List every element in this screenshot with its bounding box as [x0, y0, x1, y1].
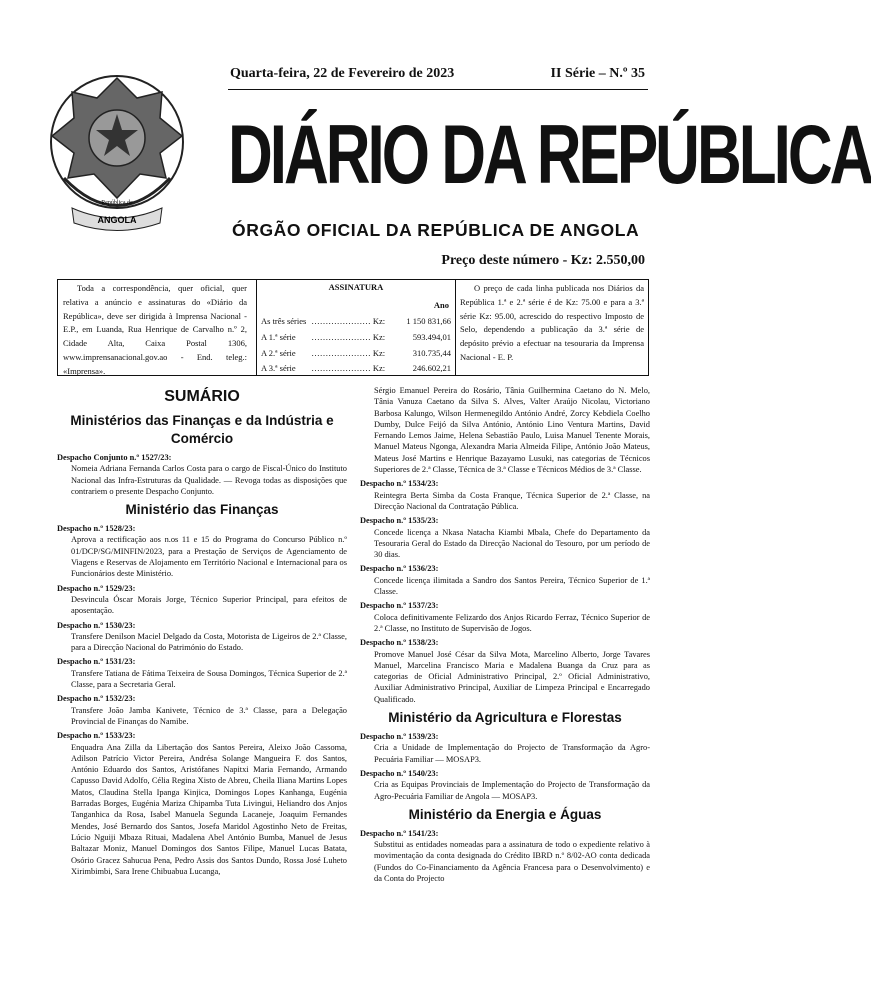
summary-right-column	[360, 385, 650, 884]
dispatch-heading: Despacho n.º 1532/23:	[57, 694, 136, 704]
dispatch-heading: Despacho n.º 1533/23:	[57, 731, 136, 741]
correspondence-note: Toda a correspondência, quer oficial, quer relativa a anúncio e assinaturas do «Diário da República», deve ser dirigida à Imprensa Nacional - E.P., em Luanda, Rua Henrique de Carvalho n.º 2, Cidade Alta, Caixa Postal 1306, www.imprensanacional.gov.ao - End. teleg.: «Imprensa».	[63, 283, 247, 376]
dispatch-heading: Despacho n.º 1536/23:	[360, 564, 439, 574]
subscription-row-leader: ………………… Kz:	[311, 316, 386, 326]
subscription-title: ASSINATURA	[328, 282, 384, 292]
dispatch-body: Desvincula Óscar Morais Jorge, Técnico Superior Principal, para efeitos de aposentação.	[71, 594, 347, 616]
header-rule	[228, 89, 648, 90]
dispatch-heading: Despacho n.º 1529/23:	[57, 583, 136, 593]
section-heading: Ministério da Agricultura e Florestas	[388, 710, 622, 726]
masthead-subtitle: ÓRGÃO OFICIAL DA REPÚBLICA DE ANGOLA	[232, 220, 640, 240]
dispatch-heading: Despacho n.º 1531/23:	[57, 657, 136, 667]
subscription-row-value: 246.602,21	[412, 363, 451, 373]
dispatch-heading: Despacho n.º 1537/23:	[360, 601, 439, 611]
subscription-row-leader: ………………… Kz:	[311, 332, 386, 342]
dispatch-body: Cria a Unidade de Implementação do Projecto de Transformação da Agro-Pecuária Familiar — MOSAP3.	[374, 743, 650, 764]
summary-left-column	[57, 408, 347, 877]
dispatch-heading: Despacho n.º 1541/23:	[360, 828, 439, 838]
subscription-year-label: Ano	[433, 300, 449, 310]
subscription-row-label: As três séries	[261, 316, 307, 326]
subscription-row-value: 310.735,44	[412, 348, 451, 358]
section-heading: Ministério da Energia e Águas	[408, 806, 602, 822]
subscription-row	[261, 316, 451, 326]
dispatch-body: Transfere João Jamba Kanivete, Técnico de 3.ª Classe, para a Delegação Provincial de Finanças do Namibe.	[71, 705, 347, 726]
angola-emblem	[42, 58, 192, 240]
subscription-row-value: 593.494,01	[412, 332, 451, 342]
dispatch-body: Enquadra Ana Zilla da Libertação dos Santos Pereira, Aleixo João Cassoma, Adilson Patrício Victor Pereira, Andrésa Solange Mangueira F. dos Santos, António Eduardo dos Santos, Aristófanes Napitxi Maria Fernando, Armando Capusso David Adolfo, Célia Regina Xisto de Abreu, Cheila Iliana Martins Lopes Matos, Claudina Stella Ipanga Kinjica, Domingos Lopes Kanhanga, Eugénia Barradas Borges, Eugénia Mariza Chipamba Tuta Livingui, Heliandro dos Anjos Tanganhica da Rosa, Isabel Manuela Segunda Lacaneje, Joaquim Fernandes Mendes, José Bernardo dos Santos, Josefa Maridol Agostinho Neto de Freitas, Lúcio Nguiji Mbaza Rituai, Madalena Abel António Bumba, Manuel de Jesus Baltazar Moniz, Manuel Domingos dos Santos Filipe, Manuel Lucas Batata, Osório Gracez Sahucua Pena, Pedro Assis dos Santos Dundo, Rossa José Luheto Xirimbimbi, Sara Irene Chibuabua Lucanga,	[71, 742, 347, 876]
dispatch-body: Reintegra Berta Simba da Costa Franque, Técnica Superior de 2.ª Classe, na Direcção Nacional da Contratação Pública.	[374, 490, 650, 511]
subscription-row	[261, 332, 451, 342]
subscription-row-label: A 3.ª série	[261, 363, 296, 373]
emblem-caption: República de	[101, 200, 133, 206]
subscription-row-value: 1 150 831,66	[406, 316, 451, 326]
dispatch-body: Concede licença ilimitada a Sandro dos Santos Pereira, Técnico Superior de 1.ª Classe.	[374, 575, 650, 597]
section-heading: Ministério das Finanças	[125, 502, 279, 518]
dispatch-body: Transfere Denilson Maciel Delgado da Costa, Motorista de Ligeiros de 2.ª Classe, para a Direcção Nacional do Património do Estado.	[71, 631, 347, 653]
dispatch-body: Cria as Equipas Provinciais de Implementação do Projecto de Transformação da Agro-Pecuária Familiar de Angola — MOSAP3.	[374, 780, 650, 801]
dispatch-body: Coloca definitivamente Felizardo dos Anjos Ricardo Ferraz, Técnico Superior de 2.ª Classe, no Instituto de Supervisão de Jogos.	[374, 612, 650, 633]
issue-series: II Série – N.º 35	[550, 66, 645, 81]
summary-title: SUMÁRIO	[164, 388, 240, 405]
subscription-table	[256, 280, 456, 375]
dispatch-body-continued: Sérgio Emanuel Pereira do Rosário, Tânia Guilhermina Caetano do N. Melo, Tânia Vanuza Caetano da Silva S. Alves, Valter Araújo Nicolau, Victoriano Barbosa Kalungo, Wilson Hermenegildo António André, Zorcy Kebdiela Coelho Dumby, Dulce Feijó da Silva António, António Lino Ventura Martins, David Fernando Lemos Jaime, Helena Sebastião Paulo, Luisa Manuel Tenente Morais, Manuel Mateus Ngonga, Alexandra Maria Almeida Filipe, António João Mateus, Mateus José Martins e Henrique Bazayamo Lusuki, nas categorias de Técnicos Superiores de 2.ª Classe, Técnica de 3.ª Classe e Técnicos Médios de 3.ª Classe.	[374, 386, 650, 475]
issue-price: Preço deste número - Kz: 2.550,00	[441, 253, 645, 268]
dispatch-heading: Despacho n.º 1538/23:	[360, 638, 439, 648]
dispatch-body: Transfere Tatiana de Fátima Teixeira de Sousa Domingos, Técnica Superior de 2.ª Classe, para a Secretaria Geral.	[71, 668, 347, 690]
dispatch-heading: Despacho Conjunto n.º 1527/23:	[57, 453, 172, 462]
info-box	[57, 279, 649, 376]
issue-date: Quarta-feira, 22 de Fevereiro de 2023	[230, 66, 455, 81]
dispatch-heading: Despacho n.º 1528/23:	[57, 524, 136, 534]
subscription-row	[261, 363, 451, 373]
section-heading: Ministérios das Finanças e da Indústria e Comércio	[70, 413, 334, 446]
dispatch-body: Concede licença a Nkasa Natacha Kiambi Mbala, Chefe do Departamento da Tesouraria Geral do Estado da Direcção Nacional do Tesouro, por um período de 30 dias.	[374, 527, 650, 560]
dispatch-heading: Despacho n.º 1539/23:	[360, 732, 439, 742]
subscription-row-label: A 2.ª série	[261, 348, 296, 358]
masthead-title: DIÁRIO DA REPÚBLICA	[228, 108, 871, 202]
dispatch-body: Aprova a rectificação aos n.os 11 e 15 do Programa do Concurso Público n.º 01/DCP/SG/MINFIN/2023, para a Prestação de Serviços de Agenciamento de Viagens e Reservas de Alojamento em Território Nacional e Internacional para os Funcionários deste Ministério.	[71, 535, 347, 579]
dispatch-heading: Despacho n.º 1540/23:	[360, 768, 439, 778]
dispatch-heading: Despacho n.º 1534/23:	[360, 479, 439, 489]
dispatch-body: Nomeia Adriana Fernanda Carlos Costa para o cargo de Fiscal-Único do Instituto Nacional das Infra-Estruturas da Qualidade. — Revoga todas as disposições que contrariem o presente Despacho Conjunto.	[71, 464, 347, 496]
dispatch-heading: Despacho n.º 1535/23:	[360, 516, 439, 526]
dispatch-body: Substitui as entidades nomeadas para a assinatura de todo o expediente relativo à movimentação da conta designada do Crédito IBRD n.º 8/02-AO conta dedicada (Fundos do Co-Financiamento da Agência Francesa para o Desenvolvimento) e da Conta do Projecto	[374, 840, 650, 883]
emblem-text: ANGOLA	[97, 215, 137, 225]
subscription-row	[261, 348, 451, 358]
subscription-row-label: A 1.ª série	[261, 332, 296, 342]
dispatch-body: Promove Manuel José César da Silva Mota, Marcelino Alberto, Jorge Tavares Manuel, Marcelina Francisco Maria e Madalena Buanga da Cruz para as categorias de Oficial Administrativo Principal, 2.º Oficial Administrativo, Auxiliar Administrativo Principal, Auxiliar de Limpeza Principal e Encarregado Qualificado.	[374, 649, 650, 704]
dispatch-heading: Despacho n.º 1530/23:	[57, 620, 136, 630]
subscription-row-leader: ………………… Kz:	[311, 348, 386, 358]
subscription-row-leader: ………………… Kz:	[311, 363, 386, 373]
line-price-note: O preço de cada linha publicada nos Diários da República 1.ª e 2.ª série é de Kz: 75.00 e para a 3.ª série Kz: 95.00, acrescido do respectivo Imposto de Selo, dependendo a publicação da 3.ª série de depósito prévio a efectuar na tesouraria da Imprensa Nacional - E. P.	[460, 283, 644, 362]
